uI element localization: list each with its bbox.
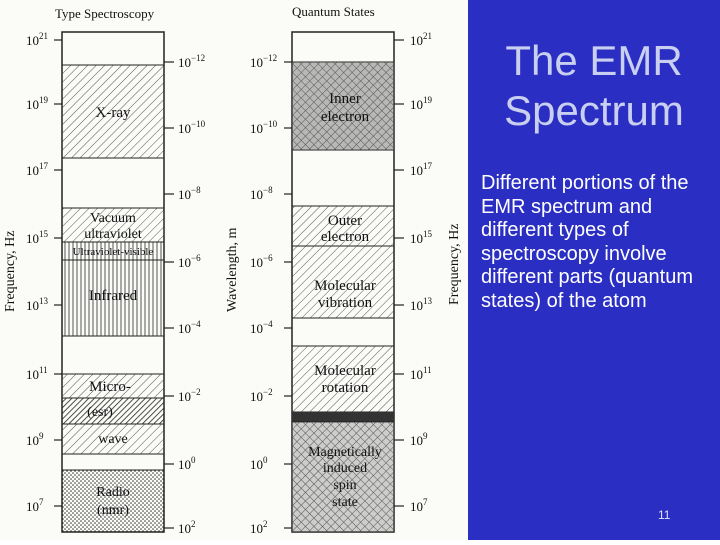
right-frequency-tick-label-base: 10: [410, 367, 423, 382]
slide-text-panel: [468, 0, 720, 540]
left-frequency-tick-label-base: 10: [26, 231, 39, 246]
slide-body-text: Different portions of the EMR spectrum and different types of spectroscopy involve different parts (quantum states) of the atom: [481, 172, 693, 312]
right-frequency-tick-label-exponent: 17: [423, 161, 432, 171]
right-wavelength-tick-label: [250, 319, 273, 336]
left-frequency-tick-label-exponent: 7: [39, 497, 44, 507]
right-frequency-tick-label: [410, 161, 433, 178]
slide-title-line-1: The EMR: [505, 37, 683, 84]
left-frequency-tick-label-exponent: 17: [39, 161, 48, 171]
outer-electron-label-1: Outer: [327, 213, 363, 229]
left-frequency-tick-label-exponent: 9: [39, 431, 44, 441]
xray-label: X-ray: [95, 105, 131, 121]
left-wavelength-tick-label: [178, 253, 201, 270]
right-frequency-tick-label-exponent: 15: [423, 229, 432, 239]
left-frequency-tick-label-exponent: 21: [39, 31, 48, 41]
left-frequency-tick-label-base: 10: [26, 97, 39, 112]
radio-band: [62, 470, 164, 532]
rotation-dark-strip: [292, 412, 394, 422]
right-frequency-tick-label: [410, 95, 433, 112]
left-wavelength-tick-label: [178, 319, 201, 336]
left-frequency-tick-label-base: 10: [26, 33, 39, 48]
molecular-rotation-label-2: rotation: [321, 380, 369, 396]
left-wavelength-tick-label: [178, 53, 205, 70]
left-frequency-tick-label: [26, 229, 49, 246]
microwave-label-1: Micro-: [89, 379, 131, 395]
uv-visible-label: Ultraviolet-visible: [72, 246, 154, 258]
inner-electron-label-2: electron: [320, 109, 370, 125]
vacuum-uv-label-1: Vacuum: [90, 211, 136, 226]
left-frequency-tick-label-base: 10: [26, 298, 39, 313]
left-wavelength-tick-label-exponent: −6: [191, 253, 201, 263]
left-frequency-tick-label: [26, 296, 49, 313]
left-frequency-tick-label: [26, 431, 44, 448]
radio-label-1: Radio: [96, 485, 130, 500]
inner-electron-label-1: Inner: [329, 91, 361, 107]
right-frequency-tick-label-exponent: 13: [423, 296, 432, 306]
right-wavelength-tick-label-base: 10: [250, 521, 263, 536]
left-frequency-tick-label: [26, 497, 44, 514]
left-wavelength-tick-label-exponent: 2: [191, 519, 196, 529]
right-wavelength-tick-label-base: 10: [250, 121, 263, 136]
right-wavelength-tick-label-exponent: −4: [263, 319, 273, 329]
right-wavelength-tick-label-base: 10: [250, 389, 263, 404]
right-wavelength-tick-label: [250, 119, 278, 136]
left-wavelength-tick-label-exponent: −10: [191, 119, 206, 129]
right-frequency-tick-label-exponent: 19: [423, 95, 432, 105]
esr-label: (esr): [87, 405, 113, 420]
slide-title-line-2: Spectrum: [504, 87, 684, 134]
molecular-vibration-label-2: vibration: [317, 295, 373, 311]
magnetic-spin-label-1: Magnetically: [308, 445, 382, 460]
right-wavelength-tick-label-base: 10: [250, 187, 263, 202]
right-frequency-tick-label: [410, 431, 428, 448]
left-wavelength-tick-label: [178, 455, 196, 472]
right-wavelength-tick-label-base: 10: [250, 321, 263, 336]
right-wavelength-tick-label-exponent: −12: [263, 53, 278, 63]
right-frequency-tick-label-base: 10: [410, 97, 423, 112]
left-wavelength-tick-label: [178, 119, 206, 136]
magnetic-spin-shade: [292, 422, 394, 532]
wavelength-axis-label: Wavelength, m: [225, 227, 240, 312]
left-wavelength-tick-label: [178, 185, 201, 202]
left-frequency-tick-label-exponent: 13: [39, 296, 48, 306]
right-wavelength-tick-label: [250, 387, 273, 404]
right-wavelength-tick-label-exponent: −10: [263, 119, 278, 129]
right-frequency-tick-label-base: 10: [410, 433, 423, 448]
radio-label-2: (nmr): [97, 503, 129, 518]
right-wavelength-tick-label-exponent: −6: [263, 253, 273, 263]
magnetic-spin-label-4: state: [332, 495, 358, 510]
left-wavelength-tick-label-base: 10: [178, 389, 191, 404]
right-frequency-tick-label-base: 10: [410, 298, 423, 313]
left-frequency-tick-label-base: 10: [26, 163, 39, 178]
molecular-rotation-label-1: Molecular: [314, 363, 376, 379]
right-frequency-tick-label-exponent: 7: [423, 497, 428, 507]
right-frequency-tick-label: [410, 497, 428, 514]
right-wavelength-tick-label-exponent: 2: [263, 519, 268, 529]
right-wavelength-tick-label: [250, 455, 268, 472]
spectroscopy-column: [62, 32, 164, 532]
right-frequency-tick-label-base: 10: [410, 33, 423, 48]
esr-band: [62, 398, 164, 424]
molecular-rotation-band: [292, 346, 394, 412]
magnetic-spin-label-2: induced: [322, 461, 368, 476]
left-wavelength-tick-label-base: 10: [178, 321, 191, 336]
right-wavelength-tick-label-base: 10: [250, 255, 263, 270]
left-frequency-tick-label: [26, 365, 48, 382]
right-frequency-tick-label-base: 10: [410, 231, 423, 246]
right-frequency-tick-label: [410, 31, 432, 48]
left-wavelength-tick-label-base: 10: [178, 55, 191, 70]
microwave-label-2: wave: [98, 432, 128, 447]
left-frequency-tick-label: [26, 95, 49, 112]
left-frequency-tick-label-base: 10: [26, 433, 39, 448]
left-wavelength-tick-label-exponent: −8: [191, 185, 201, 195]
left-frequency-tick-label: [26, 161, 49, 178]
left-wavelength-tick-label: [178, 387, 201, 404]
slide-title: [468, 36, 720, 136]
left-wavelength-tick-label-base: 10: [178, 521, 191, 536]
left-frequency-tick-label-base: 10: [26, 499, 39, 514]
right-column-header: Quantum States: [292, 4, 375, 19]
left-frequency-tick-label-exponent: 11: [39, 365, 48, 375]
right-frequency-tick-label-exponent: 21: [423, 31, 432, 41]
left-wavelength-tick-label-base: 10: [178, 457, 191, 472]
right-wavelength-tick-label-exponent: −8: [263, 185, 273, 195]
outer-electron-label-2: electron: [320, 229, 370, 245]
vacuum-uv-label-2: ultraviolet: [84, 227, 142, 242]
right-wavelength-tick-label: [250, 185, 273, 202]
right-frequency-tick-label-exponent: 9: [423, 431, 428, 441]
right-frequency-tick-label-base: 10: [410, 499, 423, 514]
right-wavelength-tick-label-exponent: 0: [263, 455, 268, 465]
right-wavelength-tick-label-base: 10: [250, 55, 263, 70]
right-frequency-axis-label: Frequency, Hz: [447, 223, 462, 305]
left-frequency-tick-label-exponent: 15: [39, 229, 48, 239]
right-wavelength-tick-label-base: 10: [250, 457, 263, 472]
left-wavelength-tick-label-exponent: −12: [191, 53, 206, 63]
left-wavelength-tick-label-base: 10: [178, 255, 191, 270]
page-number: 11: [658, 508, 671, 522]
left-column-header: Type Spectroscopy: [55, 6, 155, 21]
left-wavelength-tick-label-exponent: −2: [191, 387, 201, 397]
left-wavelength-tick-label-exponent: 0: [191, 455, 196, 465]
left-frequency-tick-label-base: 10: [26, 367, 39, 382]
right-frequency-tick-label: [410, 296, 433, 313]
right-wavelength-tick-label: [250, 253, 273, 270]
right-frequency-tick-label-base: 10: [410, 163, 423, 178]
right-frequency-tick-label: [410, 365, 432, 382]
molecular-vibration-label-1: Molecular: [314, 278, 376, 294]
right-wavelength-tick-label: [250, 519, 268, 536]
left-frequency-axis-label: Frequency, Hz: [3, 230, 18, 312]
infrared-label: Infrared: [88, 288, 138, 304]
right-wavelength-tick-label: [250, 53, 277, 70]
left-wavelength-tick-label-exponent: −4: [191, 319, 201, 329]
left-frequency-tick-label: [26, 31, 48, 48]
quantum-states-column: [292, 32, 394, 532]
right-wavelength-tick-label-exponent: −2: [263, 387, 273, 397]
left-frequency-tick-label-exponent: 19: [39, 95, 48, 105]
left-wavelength-tick-label-base: 10: [178, 187, 191, 202]
magnetic-spin-label-3: spin: [333, 478, 357, 493]
left-wavelength-tick-label: [178, 519, 196, 536]
right-frequency-tick-label: [410, 229, 433, 246]
left-wavelength-tick-label-base: 10: [178, 121, 191, 136]
right-frequency-tick-label-exponent: 11: [423, 365, 432, 375]
